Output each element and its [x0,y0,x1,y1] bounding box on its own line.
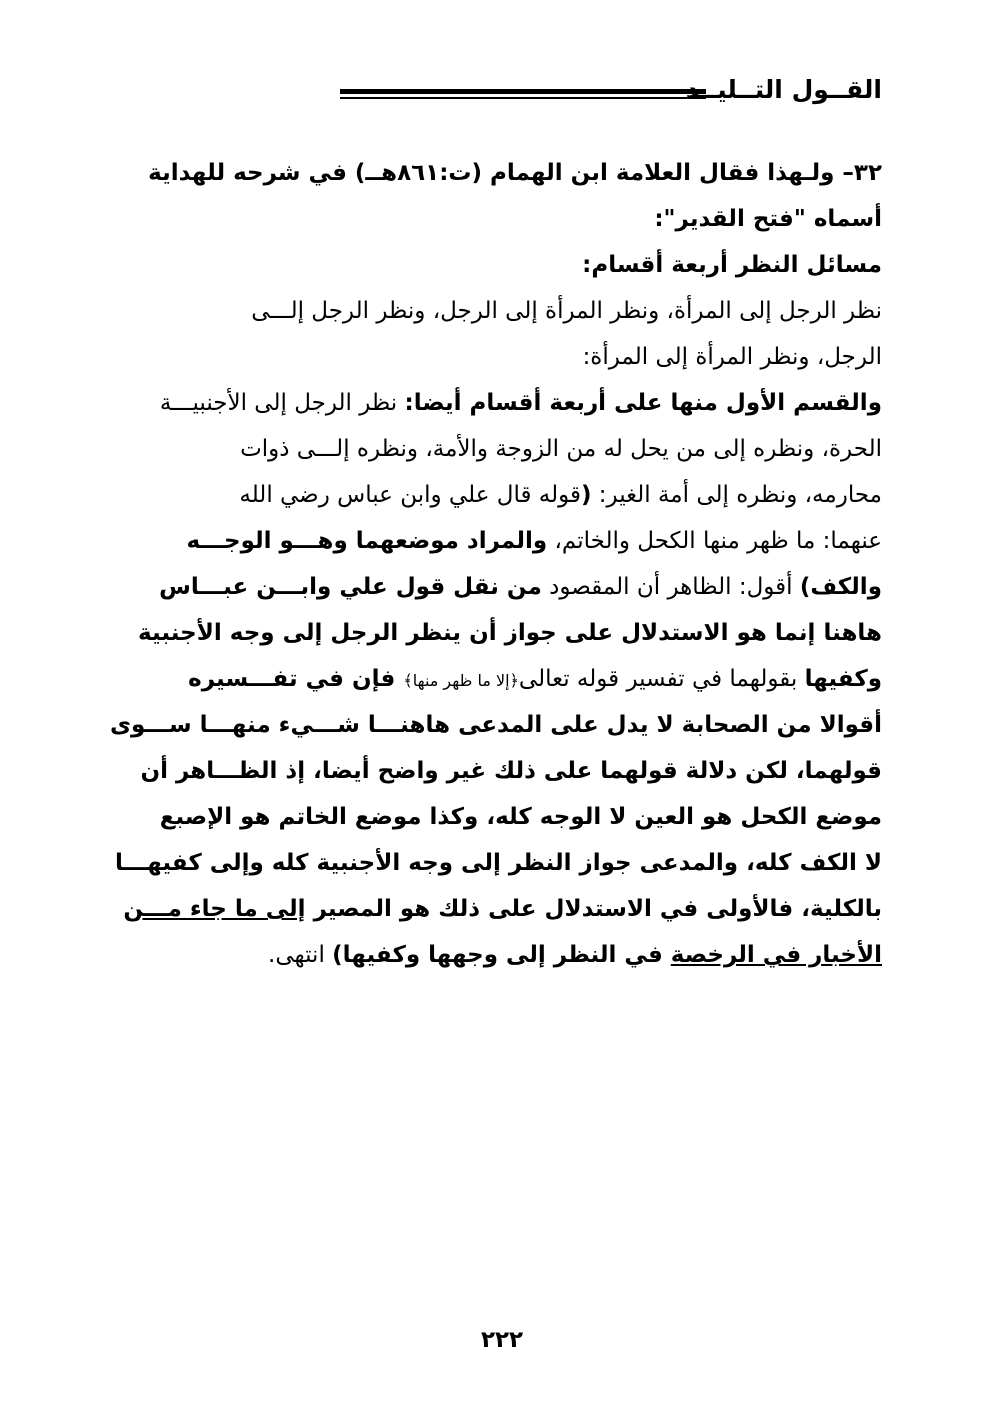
text-line [130,196,882,242]
header-rule-thick [340,89,706,94]
body-text [109,150,882,978]
text-segment: عنهما: ما ظهر منها الكحل والخاتم، [547,528,882,554]
text-segment: بقولهما في تفسير قوله تعالى [518,666,805,692]
text-segment: والقسم الأول منها على أربعة أقسام أيضا: [404,390,882,416]
text-line [123,886,882,932]
text-segment: الأخبار في الرخصة [670,942,882,968]
text-line [130,334,882,380]
text-segment: في النظر إلى وجهها وكفيها) [332,942,671,968]
text-line [130,242,882,288]
text-segment: بالكلية، فالأولى في الاستدلال على ذلك هو المصير [305,896,882,922]
text-segment: هاهنا إنما هو الاستدلال على جواز أن ينظر الرجل إلى وجه الأجنبية [138,620,882,646]
text-segment: ( [580,482,592,508]
text-line [130,564,882,610]
page-number: ٢٢٢ [480,1327,524,1353]
text-segment: نظر الرجل إلى المرأة، ونظر المرأة إلى الرجل، ونظر الرجل إلـــى [251,298,882,324]
text-segment: أسماه "فتح القدير": [654,206,882,232]
text-segment: والمراد موضعهما وهـــو الوجـــه [186,528,548,554]
text-line [130,518,882,564]
text-segment: موضع الكحل هو العين لا الوجه كله، وكذا موضع الخاتم هو الإصبع [159,804,882,830]
text-segment: انتهى. [268,942,333,968]
text-segment: أقول: الظاهر أن المقصود [541,574,800,600]
text-segment: قولهما، لكن دلالة قولهما على ذلك غير واضح أيضا، إذ الظـــاهر أن [140,758,882,784]
text-line [130,426,882,472]
text-line [130,748,882,794]
text-segment: نظر الرجل إلى الأجنبيـــة [159,390,405,416]
text-segment: لا الكف كله، والمدعى جواز النظر إلى وجه الأجنبية كله وإلى كفيهـــا [114,850,882,876]
text-line [114,840,882,886]
running-header-title: القــول التــليــد [685,75,882,104]
header-rule-thin [340,97,706,99]
text-segment: أقوالا من الصحابة لا يدل على المدعى هاهنـــا شـــيء منهـــا ســـوى [109,712,882,738]
text-segment: مسائل النظر أربعة أقسام: [582,252,882,278]
text-segment: فإن في تفـــسيره [188,666,404,692]
text-line [130,380,882,426]
text-segment: من نقل قول علي وابـــن عبـــاس [159,574,542,600]
text-segment: الرجل، ونظر المرأة إلى المرأة: [582,344,882,370]
text-line [130,794,882,840]
text-line [130,932,882,978]
text-segment: إلى ما جاء مـــن [123,896,306,922]
text-line [130,472,882,518]
running-header [130,70,882,110]
text-line [109,702,882,748]
text-line [130,288,882,334]
text-segment: وكفيها [804,666,882,692]
text-segment: الحرة، ونظره إلى من يحل له من الزوجة والأمة، ونظره إلـــى ذوات [240,436,882,462]
text-line [130,656,882,702]
text-segment: ﴿إلا ما ظهر منها﴾ [403,671,519,690]
text-segment: والكف) [799,574,882,600]
text-segment: قوله قال علي وابن عباس رضي الله [239,482,581,508]
text-segment: ٣٢– ولـهذا فقال العلامة ابن الهمام (ت:٨٦١هــ) في شرحه للهداية [148,160,882,186]
text-line [130,150,882,196]
text-segment: محارمه، ونظره إلى أمة الغير: [591,482,882,508]
text-line [130,610,882,656]
